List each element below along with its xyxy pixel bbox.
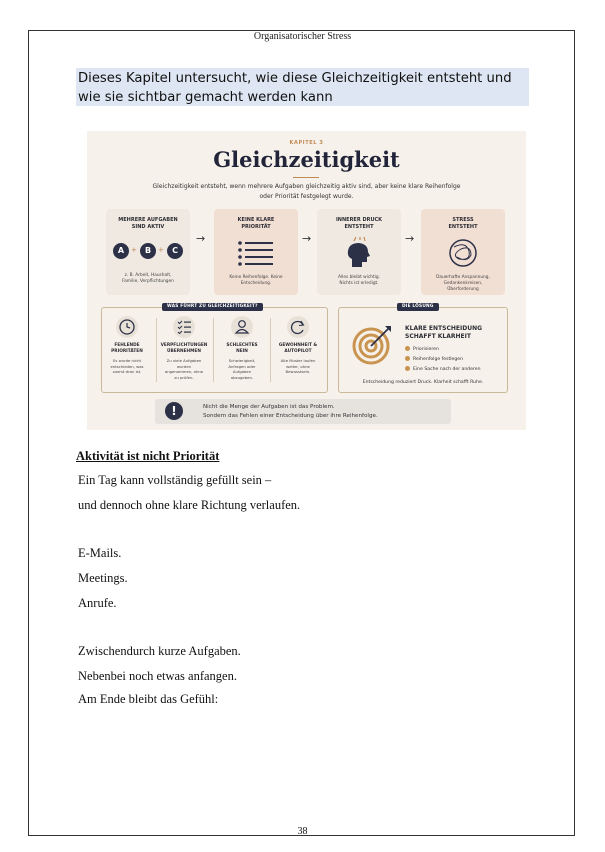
bullet-icon (405, 356, 410, 361)
solution-tab: DIE LÖSUNG (397, 303, 439, 311)
solution-item-label: Eine Sache nach der anderen (413, 367, 481, 372)
body-line: Am Ende bleibt das Gefühl: (78, 692, 219, 706)
cause-title: SCHLECHTES NEIN (226, 343, 258, 354)
key-message-bar (155, 399, 451, 424)
divider (270, 318, 271, 382)
infographic (87, 131, 526, 430)
list-icon (214, 237, 298, 269)
cause-title: VERPFLICHTUNGEN ÜBERNEHMEN (160, 343, 208, 354)
solution-title: KLARE ENTSCHEIDUNG SCHAFFT KLARHEIT (405, 325, 483, 340)
head-pressure-icon (317, 237, 401, 269)
page-number: 38 (297, 826, 308, 837)
cycle-icon (287, 316, 309, 338)
title-rule (293, 177, 319, 178)
person-icon (231, 316, 253, 338)
solution-item-label: Reihenfolge festlegen (413, 357, 464, 362)
body-line: Anrufe. (78, 596, 117, 610)
body-line: Meetings. (78, 571, 128, 585)
key-message-line-2: Sondern das Fehlen einer Entscheidung über ihre Reihenfolge. (203, 413, 378, 419)
infographic-kicker: KAPITEL 3 (289, 140, 324, 146)
divider (156, 318, 157, 382)
step-card-1 (106, 209, 190, 295)
step-desc: Dauerhafte Anspannung, Gedankenkreisen, Überforderung (436, 275, 490, 292)
cause-3 (222, 316, 274, 386)
infographic-subtitle: Gleichzeitigkeit entsteht, wenn mehrere Aufgaben gleichzeitig aktiv sind, aber keine klare Reihenfolge oder Priorität festgelegt wurde. (152, 183, 461, 200)
section-heading: Aktivität ist nicht Priorität (76, 449, 220, 463)
solution-item (405, 346, 439, 352)
arrow-right-icon: → (405, 232, 415, 245)
cause-2 (160, 316, 216, 386)
step-card-4 (421, 209, 505, 295)
step-title: STRESS ENTSTEHT (448, 217, 478, 230)
body-line: E-Mails. (78, 546, 122, 560)
infographic-title: Gleichzeitigkeit (213, 147, 400, 172)
solution-item (405, 366, 481, 372)
clock-icon (116, 316, 138, 338)
cause-desc: Alte Muster laufen weiter, ohne Bewusstsein. (280, 358, 316, 374)
cause-desc: Zu viele Aufgaben wurden angenommen, ohne zu prüfen. (164, 358, 204, 380)
step-desc: Keine Reihenfolge. Keine Entscheidung. (229, 275, 283, 286)
solution-item-label: Priorisieren (413, 347, 439, 352)
running-head: Organisatorischer Stress (253, 31, 352, 42)
cause-title: GEWOHNHEIT & AUTOPILOT (278, 343, 318, 354)
step-title: MEHRERE AUFGABEN SIND AKTIV (118, 217, 178, 230)
cause-title: FEHLENDE PRIORITÄTEN (111, 343, 143, 354)
exclamation-icon: ! (165, 402, 183, 420)
body-line: und dennoch ohne klare Richtung verlaufen. (78, 498, 301, 512)
c-badge: C (167, 243, 183, 259)
solution-footer: Entscheidung reduziert Druck. Klarheit schafft Ruhe. (362, 380, 484, 385)
step-card-3 (317, 209, 401, 295)
body-line: Nebenbei noch etwas anfangen. (78, 669, 237, 683)
bullet-icon (405, 346, 410, 351)
tangle-icon (421, 237, 505, 269)
cause-1 (107, 316, 159, 386)
cause-desc: Es wurde nicht entschieden, was zuerst dran ist. (110, 358, 144, 374)
divider (213, 318, 214, 382)
step-desc: z. B. Arbeit, Haushalt, Familie, Verpflichtungen (122, 273, 174, 284)
arrow-right-icon: → (196, 232, 206, 245)
chapter-callout: Dieses Kapitel untersucht, wie diese Gleichzeitigkeit entsteht und wie sie sichtbar gemacht werden kann (76, 68, 529, 106)
causes-box (101, 304, 328, 393)
step-title: KEINE KLARE PRIORITÄT (237, 217, 275, 230)
plus-sign: + (131, 246, 137, 254)
step-card-2 (214, 209, 298, 295)
solution-box (338, 304, 508, 393)
b-badge: B (140, 243, 156, 259)
causes-tab: WAS FÜHRT ZU GLEICHZEITIGKEIT? (162, 303, 263, 311)
key-message-line-1: Nicht die Menge der Aufgaben ist das Problem. (203, 404, 335, 410)
body-line: Zwischendurch kurze Aufgaben. (78, 644, 241, 658)
body-line: Ein Tag kann vollständig gefüllt sein – (78, 473, 272, 487)
arrow-right-icon: → (302, 232, 312, 245)
cause-desc: Schwierigkeit, Anfragen oder Aufgaben abzugeben. (228, 358, 256, 380)
target-icon (351, 322, 395, 366)
checklist-icon (173, 316, 195, 338)
solution-item (405, 356, 463, 362)
cause-4 (278, 316, 330, 386)
bullet-icon (405, 366, 410, 371)
plus-sign: + (158, 246, 164, 254)
step-title: INNERER DRUCK ENTSTEHT (335, 217, 383, 230)
abc-icon: A (113, 243, 129, 259)
step-desc: Alles bleibt wichtig. Nichts ist erledigt. (338, 275, 380, 286)
